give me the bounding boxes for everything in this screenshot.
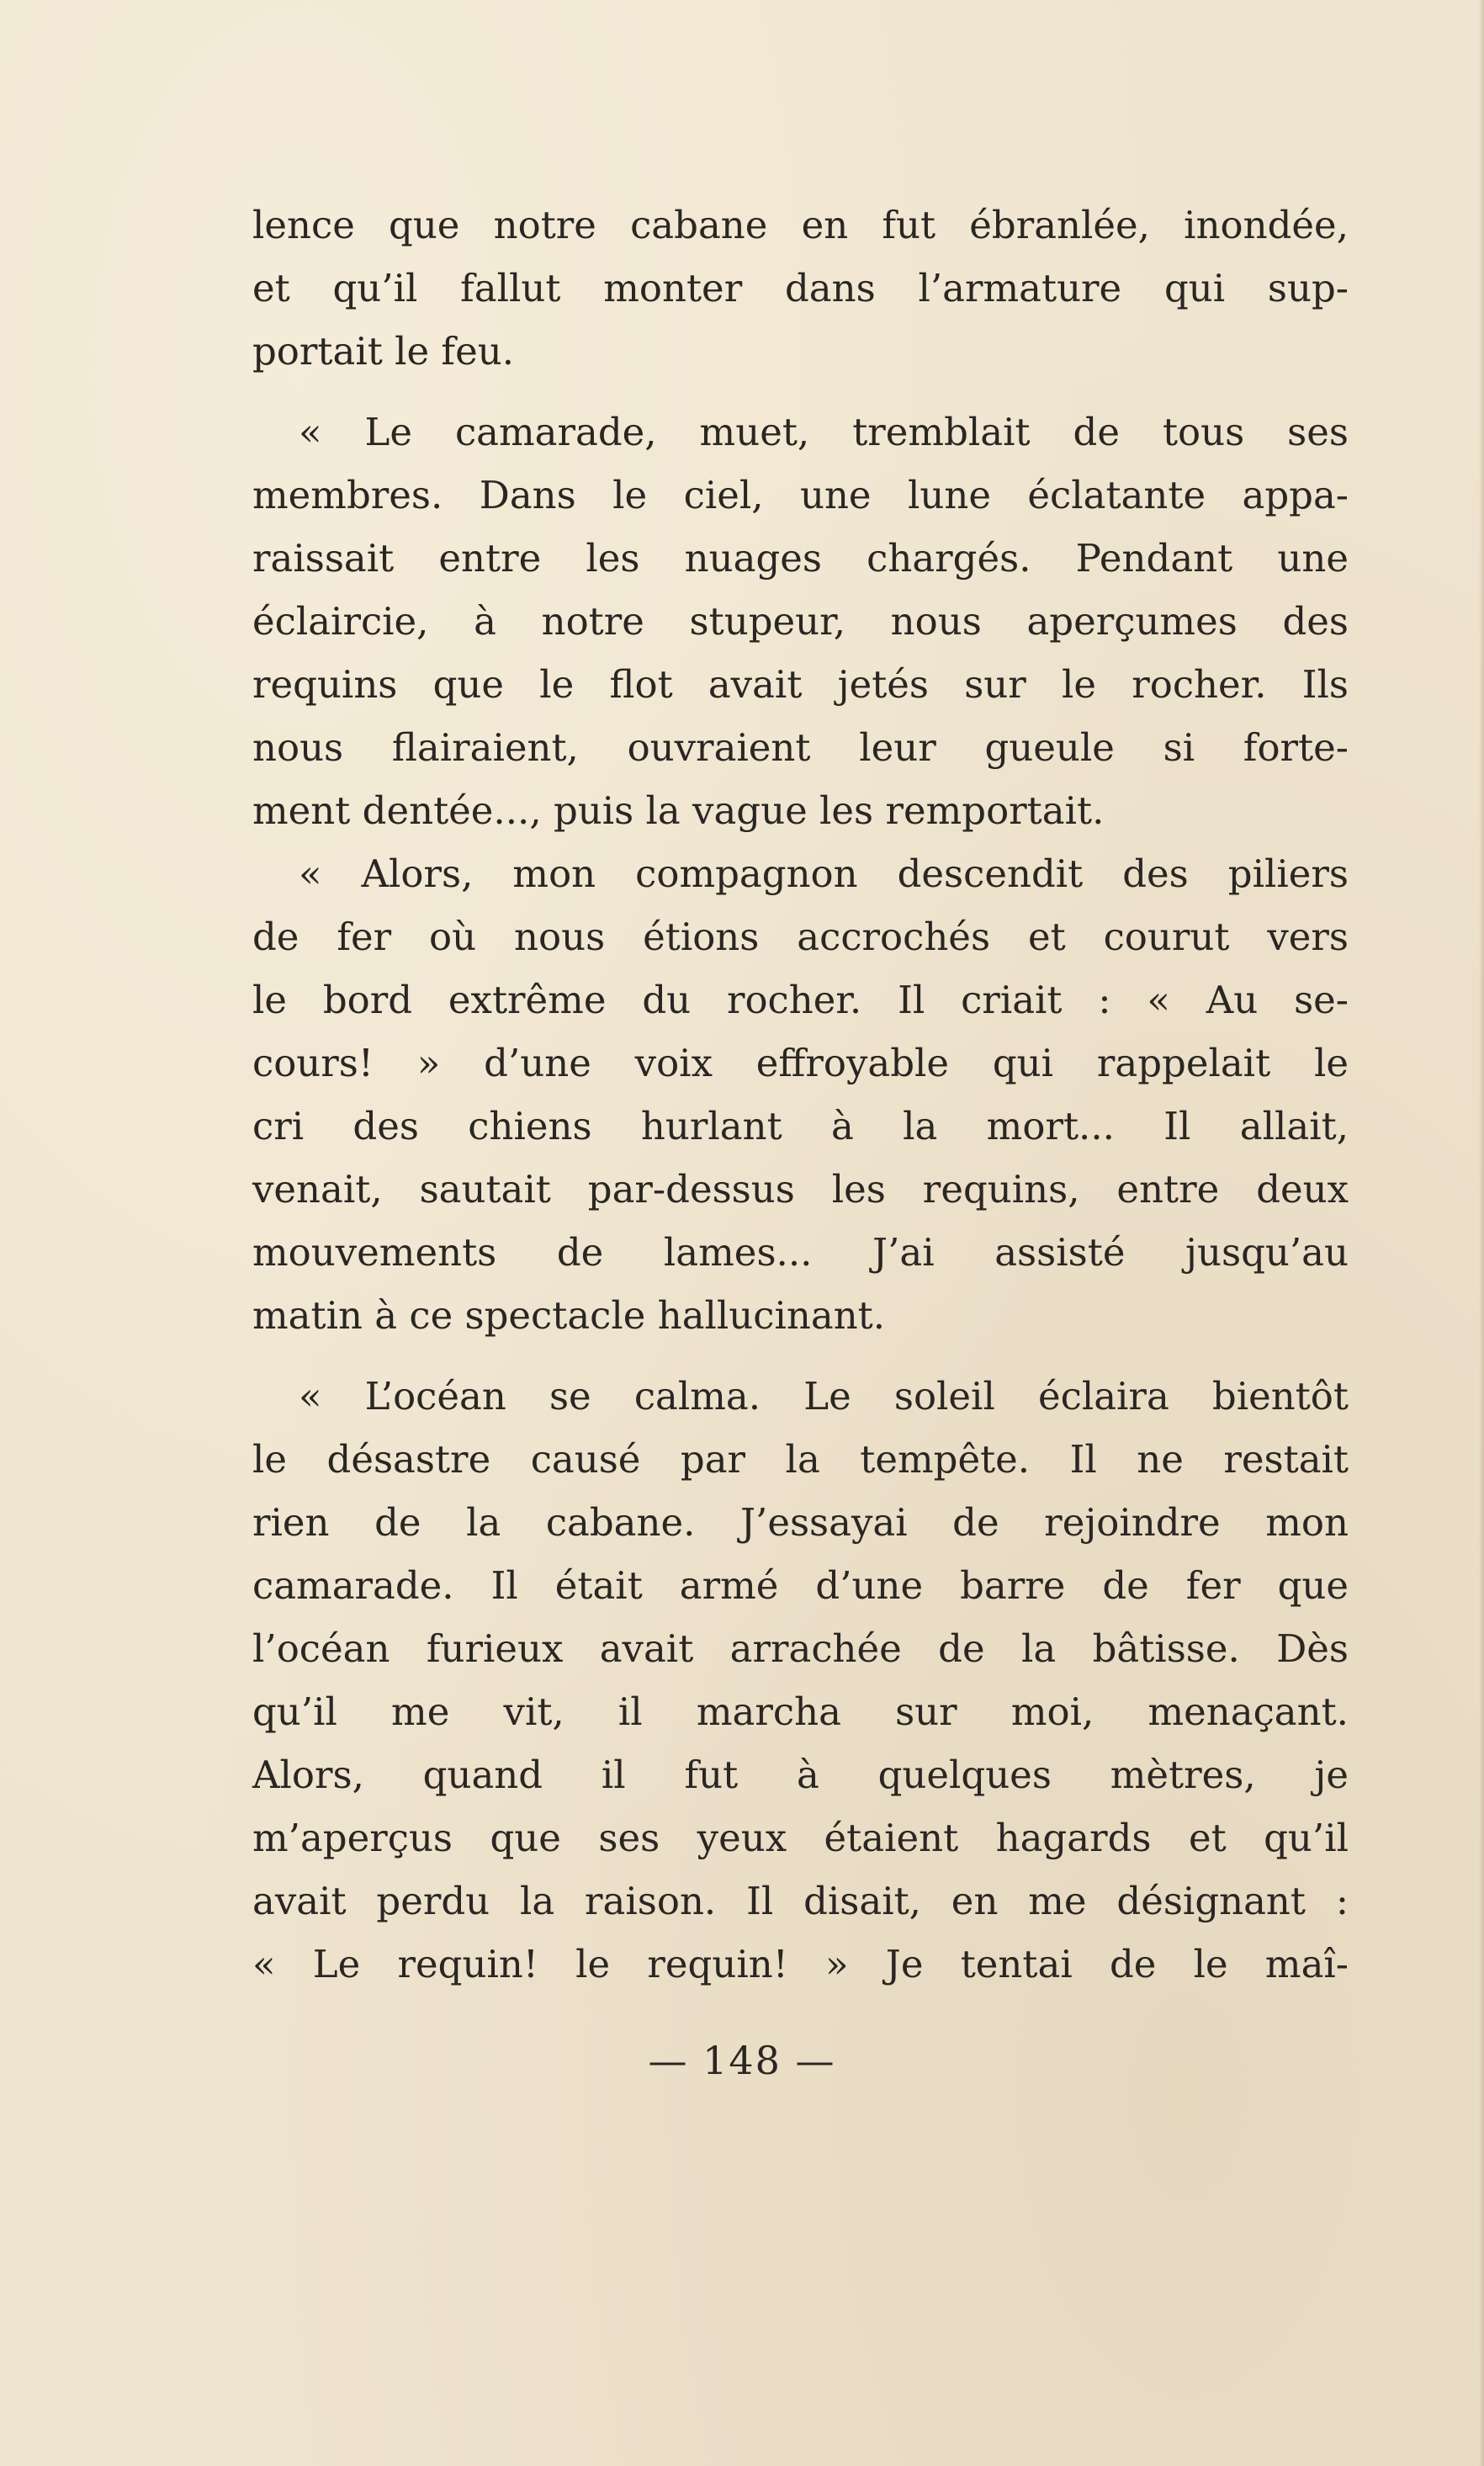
- text-line: lence que notre cabane en fut ébranlée, inondée,: [252, 203, 1349, 247]
- page-number: — 148 —: [648, 2038, 836, 2083]
- text-line: cri des chiens hurlant à la mort... Il allait,: [252, 1104, 1349, 1148]
- text-line: venait, sautait par-dessus les requins, entre deux: [252, 1167, 1349, 1212]
- text-line: et qu’il fallut monter dans l’armature qui sup-: [252, 266, 1349, 310]
- text-line: membres. Dans le ciel, une lune éclatante appa-: [252, 473, 1349, 517]
- page-edge-shadow: [1479, 0, 1484, 2466]
- text-line: rien de la cabane. J’essayai de rejoindre mon: [252, 1500, 1349, 1545]
- text-line: Alors, quand il fut à quelques mètres, je: [252, 1753, 1349, 1797]
- paragraph: [252, 1365, 1349, 1996]
- text-line: l’océan furieux avait arrachée de la bâtisse. Dès: [252, 1626, 1349, 1671]
- text-line: requins que le flot avait jetés sur le rocher. Ils: [252, 662, 1349, 707]
- text-line: portait le feu.: [252, 329, 515, 374]
- text-line: le bord extrême du rocher. Il criait : « Au se-: [252, 978, 1349, 1022]
- text-line: « Le requin! le requin! » Je tentai de le maî-: [252, 1942, 1349, 1986]
- text-line: « Le camarade, muet, tremblait de tous ses: [299, 410, 1349, 454]
- text-line: camarade. Il était armé d’une barre de fer que: [252, 1563, 1349, 1608]
- text-line: ment dentée..., puis la vague les remportait.: [252, 788, 1105, 833]
- text-line: raissait entre les nuages chargés. Pendant une: [252, 536, 1349, 581]
- text-line: nous flairaient, ouvraient leur gueule si forte-: [252, 725, 1349, 770]
- paragraph: [252, 194, 1349, 383]
- text-line: qu’il me vit, il marcha sur moi, menaçant.: [252, 1689, 1349, 1734]
- text-line: m’aperçus que ses yeux étaient hagards et qu’il: [252, 1816, 1349, 1860]
- paragraph: [252, 400, 1349, 842]
- text-line: mouvements de lames... J’ai assisté jusqu’au: [252, 1230, 1349, 1275]
- body-text: [252, 194, 1349, 1996]
- text-line: avait perdu la raison. Il disait, en me désignant :: [252, 1879, 1349, 1923]
- text-line: matin à ce spectacle hallucinant.: [252, 1293, 886, 1338]
- text-line: cours! » d’une voix effroyable qui rappelait le: [252, 1041, 1349, 1085]
- text-line: éclaircie, à notre stupeur, nous aperçumes des: [252, 599, 1349, 644]
- paragraph: [252, 842, 1349, 1347]
- text-line: « L’océan se calma. Le soleil éclaira bientôt: [299, 1374, 1349, 1419]
- text-line: le désastre causé par la tempête. Il ne restait: [252, 1437, 1349, 1482]
- text-line: de fer où nous étions accrochés et courut vers: [252, 915, 1349, 959]
- text-line: « Alors, mon compagnon descendit des piliers: [299, 851, 1349, 896]
